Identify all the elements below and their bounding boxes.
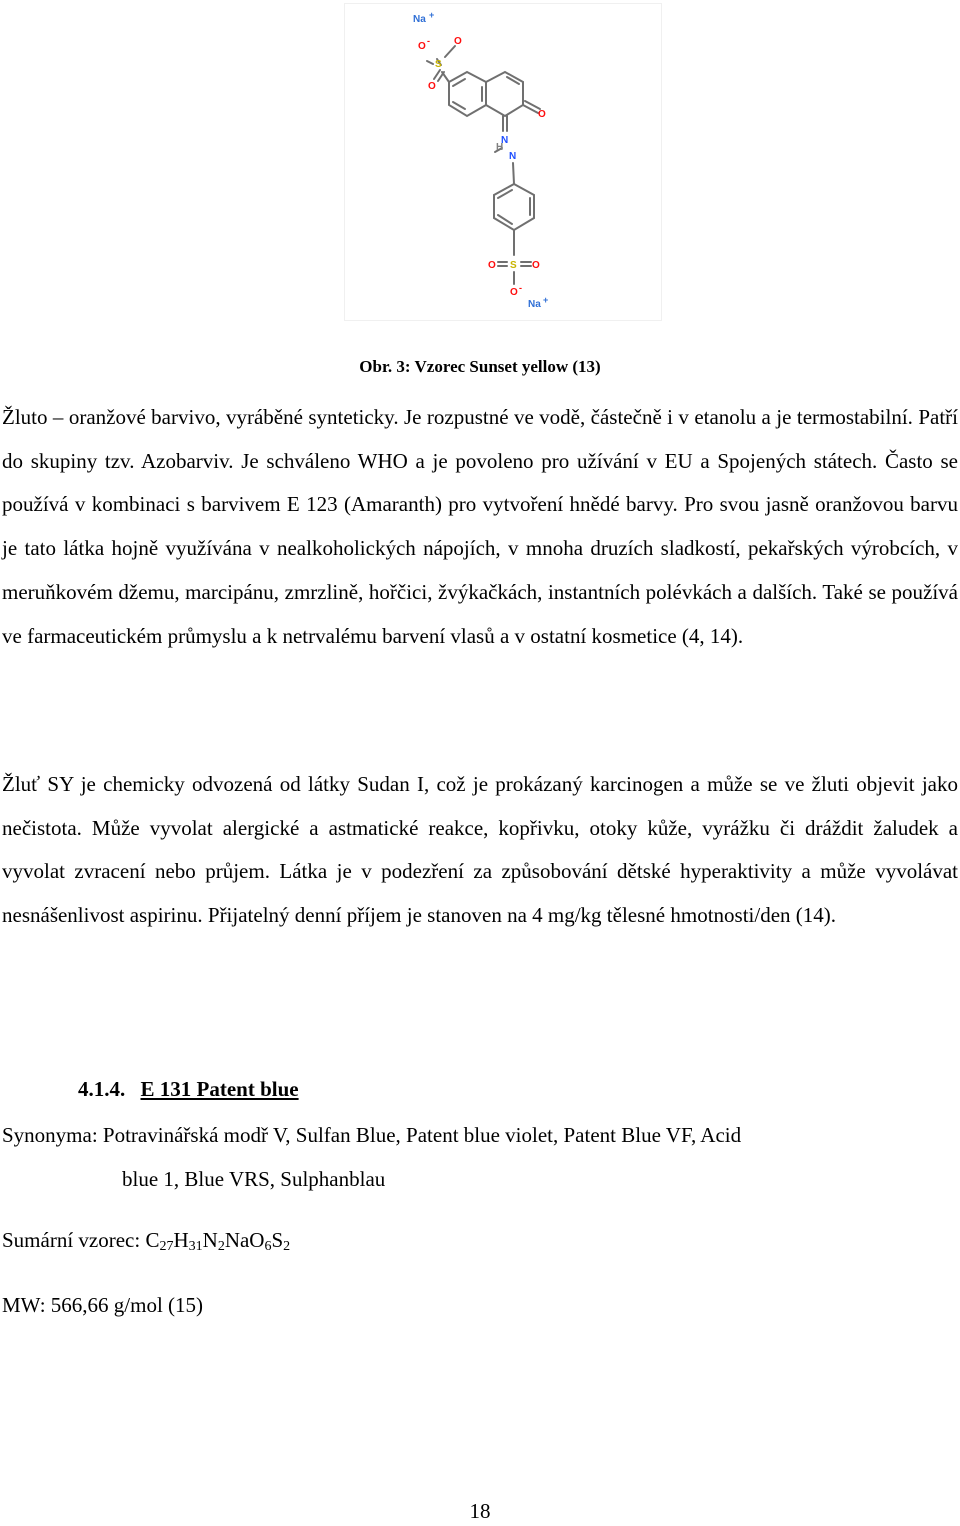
page-number: 18 bbox=[469, 1499, 491, 1523]
formula-subscript: 2 bbox=[283, 1239, 291, 1254]
bond bbox=[494, 184, 534, 230]
atom-label: N bbox=[501, 135, 509, 146]
synonyms-line2: blue 1, Blue VRS, Sulphanblau bbox=[122, 1166, 386, 1191]
atom-label: O bbox=[510, 287, 518, 298]
formula-subscript: 31 bbox=[188, 1239, 203, 1254]
paragraph: Žluto – oranžové barvivo, vyráběné synteticky. Je rozpustné ve vodě, částečně i v etanolu a je termostabilní. Patří do skupiny tzv. Azobarviv. Je schváleno WHO a je povoleno pro užívání v EU a Spojených státech. Často se používá v kombinaci s barvivem E 123 (Amaranth) pro vytvoření hnědé barvy. Pro svou jasně oranžovou barvu je tato látka hojně využívána v nealkoholických nápojích, v mnoha druzích sladkostí, pekařských výrobcích, v meruňkovém džemu, marcipánu, zmrzlině, hořčici, žvýkačkách, instantních polévkách a dalších. Také se používá ve farmaceutickém průmyslu a k netrvalému barvení vlasů a v ostatní kosmetice (4, 14). bbox=[2, 405, 958, 648]
formula-element: C bbox=[145, 1228, 160, 1252]
section-title: E 131 Patent blue bbox=[140, 1077, 299, 1101]
atom-label: S bbox=[435, 59, 442, 70]
charge-label: - bbox=[427, 36, 430, 46]
atom-label: H bbox=[496, 142, 504, 153]
formula-subscript: 27 bbox=[159, 1239, 174, 1254]
molecular-weight: MW: 566,66 g/mol (15) bbox=[2, 1293, 204, 1317]
structure-figure bbox=[344, 3, 662, 321]
synonyms-label: Synonyma: bbox=[2, 1123, 98, 1147]
formula-element: S bbox=[271, 1228, 284, 1252]
atom-label: O bbox=[428, 81, 436, 92]
bond bbox=[486, 72, 523, 116]
atom-label: N bbox=[509, 151, 517, 162]
formula-subscript: 6 bbox=[264, 1239, 272, 1254]
formula-subscript: 2 bbox=[217, 1239, 225, 1254]
atom-label: O bbox=[454, 36, 462, 47]
atom-label: Na bbox=[528, 299, 541, 310]
atom-label: O bbox=[532, 260, 540, 271]
paragraph: Žluť SY je chemicky odvozená od látky Sudan I, což je prokázaný karcinogen a může se ve žluti objevit jako nečistota. Může vyvolat alergické a astmatické reakce, kopřivku, otoky kůže, vyrážku či dráždit žaludek a vyvolat zvracení nebo průjem. Látka je v podezření za způsobování dětské hyperaktivity a může vyvolávat nesnášenlivost aspirinu. Přijatelný denní příjem je stanoven na 4 mg/kg tělesné hmotnosti/den (14). bbox=[2, 772, 958, 928]
bond bbox=[445, 46, 455, 57]
synonyms bbox=[2, 1114, 958, 1191]
atom-label: O bbox=[418, 41, 426, 52]
formula-element: N bbox=[202, 1228, 218, 1252]
bond bbox=[449, 72, 486, 116]
section-heading bbox=[78, 1072, 299, 1106]
atom-label: O bbox=[488, 260, 496, 271]
formula-label: Sumární vzorec: bbox=[2, 1228, 141, 1252]
molecular-formula bbox=[2, 1222, 290, 1258]
atom-label: O bbox=[538, 109, 546, 120]
atom-label: Na bbox=[413, 14, 426, 25]
formula-value bbox=[145, 1228, 290, 1252]
sunset-yellow-structure bbox=[345, 4, 661, 320]
figure-caption: Obr. 3: Vzorec Sunset yellow (13) bbox=[359, 357, 601, 376]
section-number: 4.1.4. bbox=[78, 1077, 126, 1101]
formula-element: H bbox=[173, 1228, 189, 1252]
charge-label: - bbox=[519, 283, 522, 293]
charge-label: + bbox=[543, 295, 549, 305]
charge-label: + bbox=[429, 10, 435, 20]
synonyms-line1: Potravinářská modř V, Sulfan Blue, Patent blue violet, Patent Blue VF, Acid bbox=[102, 1123, 742, 1147]
atom-label: S bbox=[510, 260, 517, 271]
formula-element: NaO bbox=[224, 1228, 265, 1252]
bond bbox=[427, 61, 433, 64]
bond bbox=[453, 79, 465, 86]
bond bbox=[513, 163, 514, 184]
